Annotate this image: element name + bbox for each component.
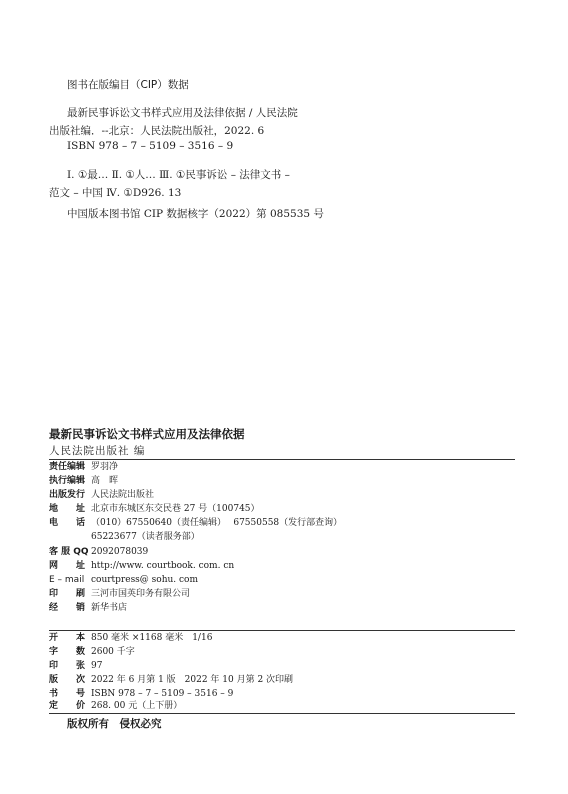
spec-value: 97 [91, 661, 103, 671]
info-row [49, 503, 260, 516]
spec-row [49, 632, 212, 645]
spec-row [49, 674, 293, 687]
divider-bottom [49, 713, 515, 714]
info-label: 客 服 QQ [49, 547, 89, 557]
info-row [49, 574, 198, 587]
spec-value: ISBN 978 – 7 – 5109 – 3516 – 9 [91, 689, 234, 699]
info-row [49, 546, 148, 559]
spec-label: 开 本 [49, 633, 86, 643]
info-label: 电 话 [49, 518, 86, 528]
divider-top [49, 459, 515, 460]
info-row [49, 602, 127, 615]
info-label: 经 销 [49, 603, 86, 613]
book-editor: 人民法院出版社 编 [49, 445, 146, 457]
info-row [49, 475, 118, 488]
spec-value: 268. 00 元（上下册） [91, 701, 183, 711]
website-value: http://www. courtbook. com. cn [91, 561, 235, 571]
info-value: 罗羽净 [91, 462, 119, 472]
info-value-continued: 65223677（读者服务部） [91, 532, 200, 542]
spec-label: 版 次 [49, 675, 86, 685]
info-label: 执行编辑 [49, 476, 86, 486]
spec-label: 字 数 [49, 647, 86, 657]
spec-value: 2022 年 6 月第 1 版 2022 年 10 月第 2 次印刷 [91, 675, 294, 685]
cip-line-publisher: 出版社编．--北京：人民法院出版社，2022. 6 [49, 125, 265, 137]
info-value: 高 晖 [91, 476, 119, 486]
info-row [49, 517, 342, 530]
divider-middle [49, 630, 515, 631]
spec-row [49, 660, 102, 673]
info-label: 地 址 [49, 504, 86, 514]
cip-line-classification-cont: 范文 – 中国 Ⅳ. ①D926. 13 [49, 187, 182, 199]
spec-label: 定 价 [49, 701, 86, 711]
spec-row [49, 646, 135, 659]
info-value: 北京市东城区东交民巷 27 号（100745） [91, 504, 260, 514]
info-label: E – mail [49, 575, 85, 585]
cip-line-title: 最新民事诉讼文书样式应用及法律依据 / 人民法院 [67, 107, 298, 119]
info-value: 三河市国英印务有限公司 [91, 589, 191, 599]
email-value: courtpress@ sohu. com [91, 575, 199, 585]
spec-label: 书 号 [49, 689, 86, 699]
book-title: 最新民事诉讼文书样式应用及法律依据 [49, 427, 245, 441]
info-value: （010）67550640（责任编辑） 67550558（发行部查询） [91, 518, 343, 528]
cip-line-record-number: 中国版本图书馆 CIP 数据核字（2022）第 085535 号 [67, 208, 324, 220]
cip-line-isbn: ISBN 978 – 7 – 5109 – 3516 – 9 [67, 140, 234, 152]
spec-row [49, 700, 182, 713]
info-label: 印 刷 [49, 589, 86, 599]
spec-value: 850 毫米 ×1168 毫米 1/16 [91, 633, 213, 643]
copyright-notice: 版权所有 侵权必究 [67, 718, 162, 730]
info-row [49, 461, 118, 474]
cip-line-classification: Ⅰ. ①最… Ⅱ. ①人… Ⅲ. ①民事诉讼 – 法律文书 – [67, 169, 290, 181]
info-row [49, 489, 154, 502]
cip-heading: 图书在版编目（CIP）数据 [67, 79, 189, 91]
info-value: 2092078039 [91, 547, 149, 557]
spec-value: 2600 千字 [91, 647, 135, 657]
info-row [49, 588, 190, 601]
spec-label: 印 张 [49, 661, 86, 671]
info-value: 新华书店 [91, 603, 128, 613]
info-label: 出版发行 [49, 490, 86, 500]
info-value: 人民法院出版社 [91, 490, 155, 500]
info-label: 网 址 [49, 561, 86, 571]
info-row [49, 560, 234, 573]
info-label: 责任编辑 [49, 462, 86, 472]
